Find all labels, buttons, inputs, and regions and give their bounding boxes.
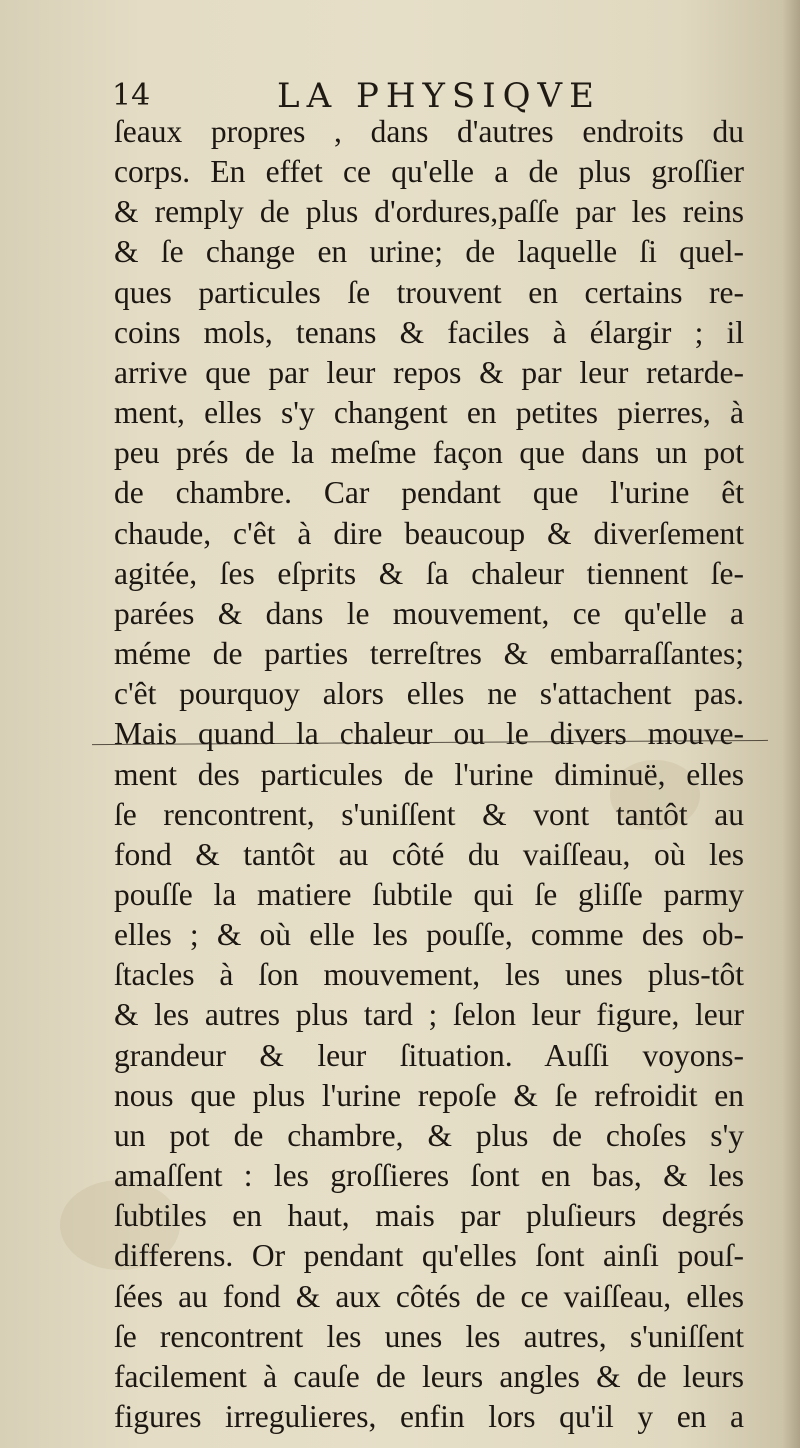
text-line: arrive que par leur repos & par leur retarde- — [114, 354, 744, 390]
text-line: parées & dans le mouvement, ce qu'elle a — [114, 595, 744, 631]
text-line: peu prés de la meſme façon que dans un pot — [114, 435, 744, 471]
text-line: corps. En effet ce qu'elle a de plus groſſier — [114, 154, 744, 190]
text-line: un pot de chambre, & plus de choſes s'y — [114, 1117, 744, 1153]
text-line: & ſe change en urine; de laquelle ſi quel- — [114, 234, 744, 270]
text-line: Mais quand la chaleur ou le divers mouve- — [114, 716, 744, 752]
text-line: nous que plus l'urine repoſe & ſe refroidit en — [114, 1077, 744, 1113]
text-line: amaſſent : les groſſieres ſont en bas, & les — [114, 1158, 744, 1194]
text-line: ſeaux propres , dans d'autres endroits du — [114, 114, 744, 149]
text-line: figures irregulieres, enfin lors qu'il y en a — [114, 1399, 744, 1434]
text-line: fond & tantôt au côté du vaiſſeau, où les — [114, 836, 744, 872]
text-line: c'êt pourquoy alors elles ne s'attachent pas. — [114, 676, 744, 712]
page-edge-shadow — [782, 0, 800, 1448]
text-line: & les autres plus tard ; ſelon leur figure, leur — [114, 997, 744, 1033]
text-line: méme de parties terreſtres & embarraſſantes; — [114, 636, 744, 672]
text-line: ſubtiles en haut, mais par pluſieurs degrés — [114, 1198, 744, 1234]
text-line: chaude, c'êt à dire beaucoup & diverſement — [114, 515, 744, 551]
text-line: ques particules ſe trouvent en certains re- — [114, 274, 744, 310]
text-line: pouſſe la matiere ſubtile qui ſe gliſſe parmy — [114, 876, 744, 912]
text-line: ſtacles à ſon mouvement, les unes plus-tôt — [114, 957, 744, 993]
text-line: ſées au fond & aux côtés de ce vaiſſeau, elles — [114, 1278, 744, 1314]
text-line: ment, elles s'y changent en petites pierres, à — [114, 395, 744, 431]
text-line: & remply de plus d'ordures,paſſe par les reins — [114, 194, 744, 230]
text-line: ſe rencontrent les unes les autres, s'uniſſent — [114, 1318, 744, 1354]
page-number: 14 — [112, 78, 151, 113]
text-line: ſe rencontrent, s'uniſſent & vont tantôt au — [114, 796, 744, 832]
text-line: coins mols, tenans & faciles à élargir ; il — [114, 314, 744, 350]
body-text — [114, 112, 744, 1437]
running-head: LA PHYSIQVE — [277, 76, 601, 116]
text-line: facilement à cauſe de leurs angles & de leurs — [114, 1358, 744, 1394]
text-line: differens. Or pendant qu'elles ſont ainſi pouſ- — [114, 1238, 744, 1274]
text-line: grandeur & leur ſituation. Auſſi voyons- — [114, 1037, 744, 1073]
text-line: elles ; & où elle les pouſſe, comme des ob- — [114, 917, 744, 953]
text-line: ment des particules de l'urine diminuë, elles — [114, 756, 744, 792]
text-line: agitée, ſes eſprits & ſa chaleur tiennent ſe- — [114, 555, 744, 591]
text-line: de chambre. Car pendant que l'urine êt — [114, 475, 744, 511]
